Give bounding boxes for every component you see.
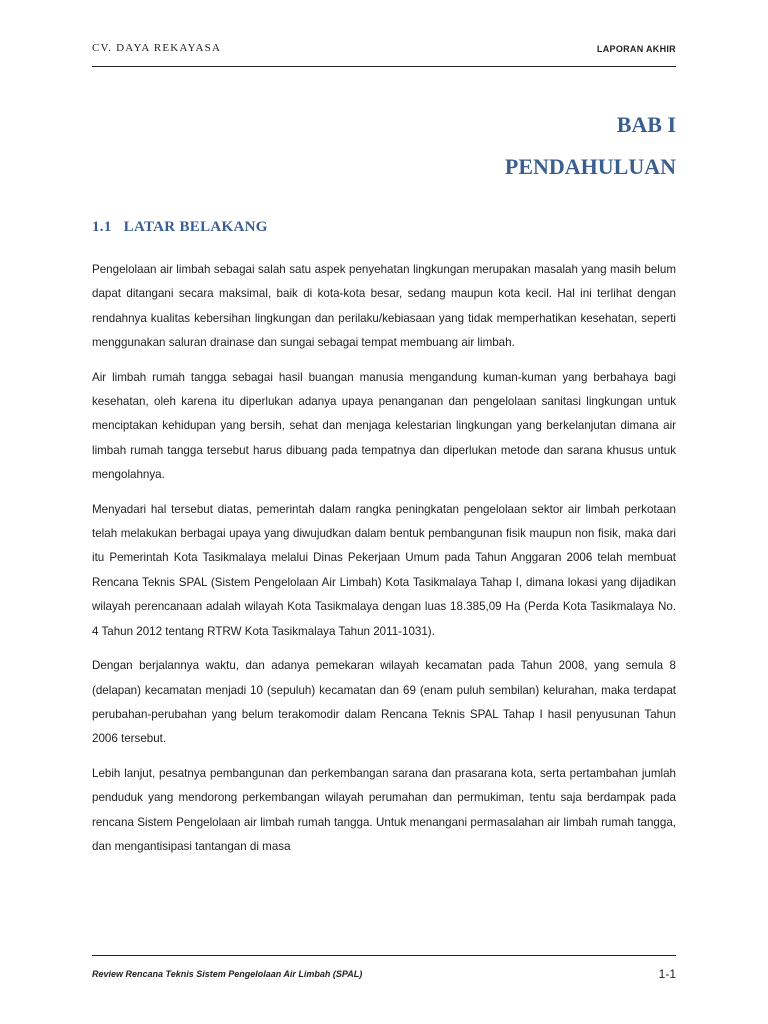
report-label: LAPORAN AKHIR: [596, 44, 676, 54]
page-footer: [92, 955, 676, 986]
section-number: 1.1: [92, 219, 112, 235]
paragraph: Dengan berjalannya waktu, dan adanya pemekaran wilayah kecamatan pada Tahun 2008, yang semula 8 (delapan) kecamatan menjadi 10 (sepuluh) kecamatan dan 69 (enam puluh sembilan) kelurahan, maka terdapat perubahan-perubahan yang belum terakomodir dalam Rencana Teknis SPAL Tahap I hasil penyusunan Tahun 2006 tersebut.: [92, 659, 676, 746]
chapter-number: BAB I: [616, 112, 676, 137]
body-text: [92, 258, 676, 869]
paragraph: Menyadari hal tersebut diatas, pemerintah dalam rangka peningkatan pengelolaan sektor air limbah perkotaan telah melakukan berbagai upaya yang diwujudkan dalam bentuk pembangunan fisik maupun non fisik, maka dari itu Pemerintah Kota Tasikmalaya melalui Dinas Pekerjaan Umum pada Tahun Anggaran 2006 telah membuat Rencana Teknis SPAL (Sistem Pengelolaan Air Limbah) Kota Tasikmalaya Tahap I, dimana lokasi yang dijadikan wilayah perencanaan adalah wilayah Kota Tasikmalaya dengan luas 18.385,09 Ha (Perda Kota Tasikmalaya No. 4 Tahun 2012 tentang RTRW Kota Tasikmalaya Tahun 2011-1031).: [92, 502, 676, 638]
section-heading: [92, 219, 268, 236]
page-header: [92, 40, 676, 67]
paragraph: Air limbah rumah tangga sebagai hasil buangan manusia mengandung kuman-kuman yang berbahaya bagi kesehatan, oleh karena itu diperlukan adanya upaya penanganan dan pengelolaan sanitasi lingkungan untuk menciptakan kehidupan yang bersih, sehat dan menjaga kelestarian lingkungan yang berkelanjutan dimana air limbah rumah tangga tersebut harus dibuang pada tempatnya dan diperlukan metode dan sarana khusus untuk mengolahnya.: [92, 370, 676, 482]
page-number: 1-1: [658, 967, 676, 981]
paragraph: Pengelolaan air limbah sebagai salah satu aspek penyehatan lingkungan merupakan masalah yang masih belum dapat ditangani secara maksimal, baik di kota-kota besar, sedang maupun kota kecil. Hal ini terlihat dengan rendahnya kualitas kebersihan lingkungan dan perilaku/kebiasaan yang tidak memperhatikan kesehatan, seperti menggunakan saluran drainase dan sungai sebagai tempat membuang air limbah.: [92, 263, 676, 350]
company-name: CV. DAYA REKAYASA: [92, 42, 222, 54]
paragraph: Lebih lanjut, pesatnya pembangunan dan perkembangan sarana dan prasarana kota, serta pertambahan jumlah penduduk yang mendorong perkembangan wilayah perumahan dan permukiman, tentu saja berdampak pada rencana Sistem Pengelolaan air limbah rumah tangga. Untuk menangani permasalahan air limbah rumah tangga, dan mengantisipasi tantangan di masa: [92, 766, 676, 853]
footer-title: Review Rencana Teknis Sistem Pengelolaan Air Limbah (SPAL): [92, 969, 363, 979]
section-title: LATAR BELAKANG: [123, 219, 268, 235]
chapter-title: PENDAHULUAN: [504, 154, 676, 179]
